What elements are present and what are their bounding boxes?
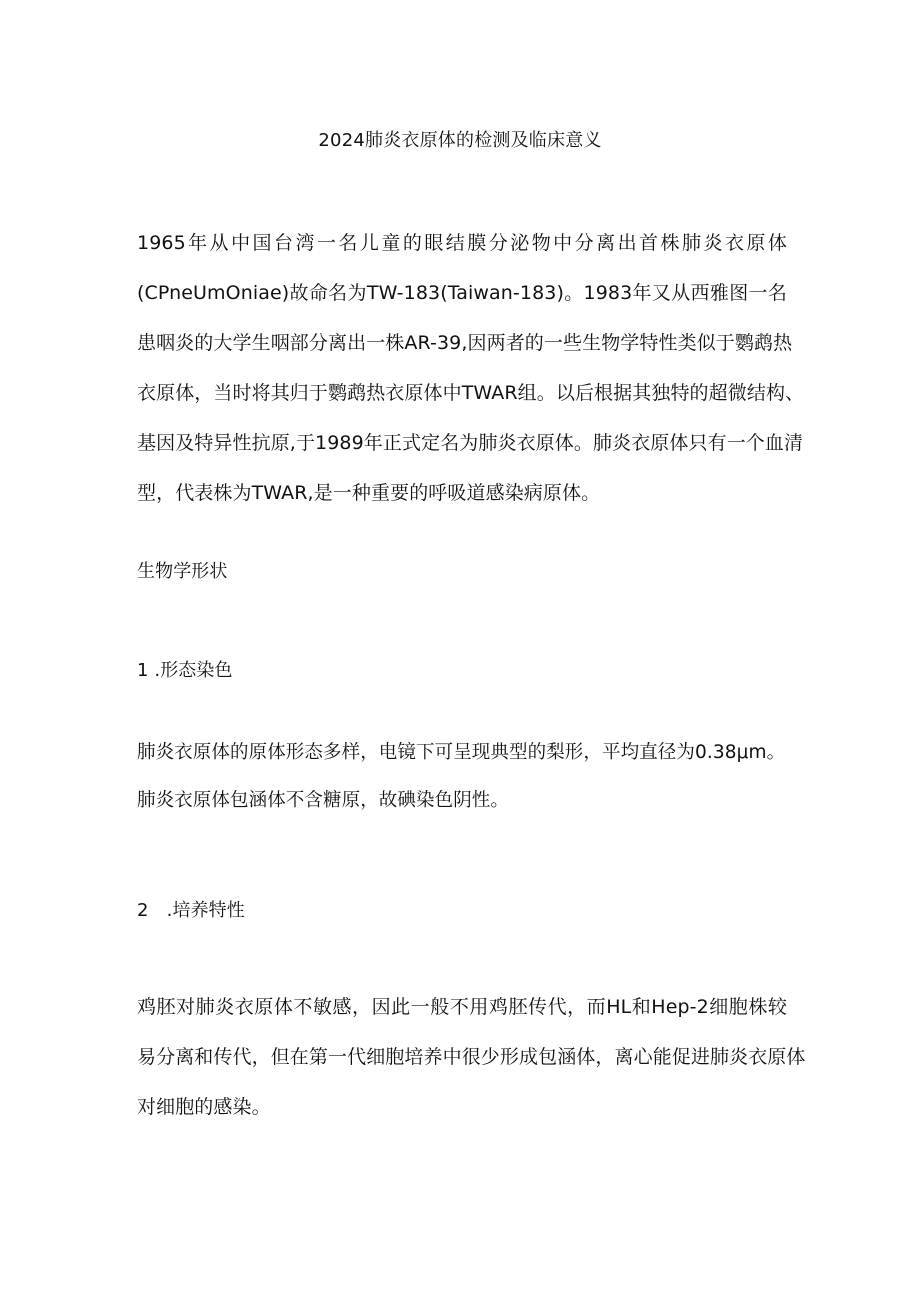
intro-line-3: 患咽炎的大学生咽部分离出一株AR-39,因两者的一些生物学特性类似于鹦鹉热	[137, 332, 793, 354]
subsection-heading-morphology: 1 .形态染色	[137, 660, 233, 681]
intro-paragraph	[137, 218, 805, 518]
culture-paragraph	[137, 982, 806, 1132]
morphology-line-1: 肺炎衣原体的原体形态多样，电镜下可呈现典型的梨形，平均直径为0.38μm。	[137, 742, 786, 763]
intro-line-4: 衣原体，当时将其归于鹦鹉热衣原体中TWAR组。以后根据其独特的超微结构、	[137, 382, 805, 404]
document-title: 2024肺炎衣原体的检测及临床意义	[318, 130, 602, 151]
culture-line-1: 鸡胚对肺炎衣原体不敏感，因此一般不用鸡胚传代，而HL和Hep-2细胞株较	[137, 996, 787, 1018]
morphology-paragraph	[137, 729, 787, 825]
subsection-heading-culture: 2 .培养特性	[137, 900, 245, 921]
intro-line-6: 型，代表株为TWAR,是一种重要的呼吸道感染病原体。	[137, 482, 601, 504]
culture-line-2: 易分离和传代，但在第一代细胞培养中很少形成包涵体，离心能促进肺炎衣原体	[137, 1046, 806, 1068]
section-heading-biology: 生物学形状	[137, 561, 228, 582]
culture-line-3: 对细胞的感染。	[137, 1096, 271, 1118]
morphology-line-2: 肺炎衣原体包涵体不含糖原，故碘染色阴性。	[137, 790, 510, 811]
intro-line-1: 1965年从中国台湾一名儿童的眼结膜分泌物中分离出首株肺炎衣原体	[137, 232, 787, 254]
intro-line-2: (CPneUmOniae)故命名为TW-183(Taiwan-183)。1983年又从西雅图一名	[137, 282, 787, 304]
intro-line-5: 基因及特异性抗原,于1989年正式定名为肺炎衣原体。肺炎衣原体只有一个血清	[137, 432, 804, 454]
